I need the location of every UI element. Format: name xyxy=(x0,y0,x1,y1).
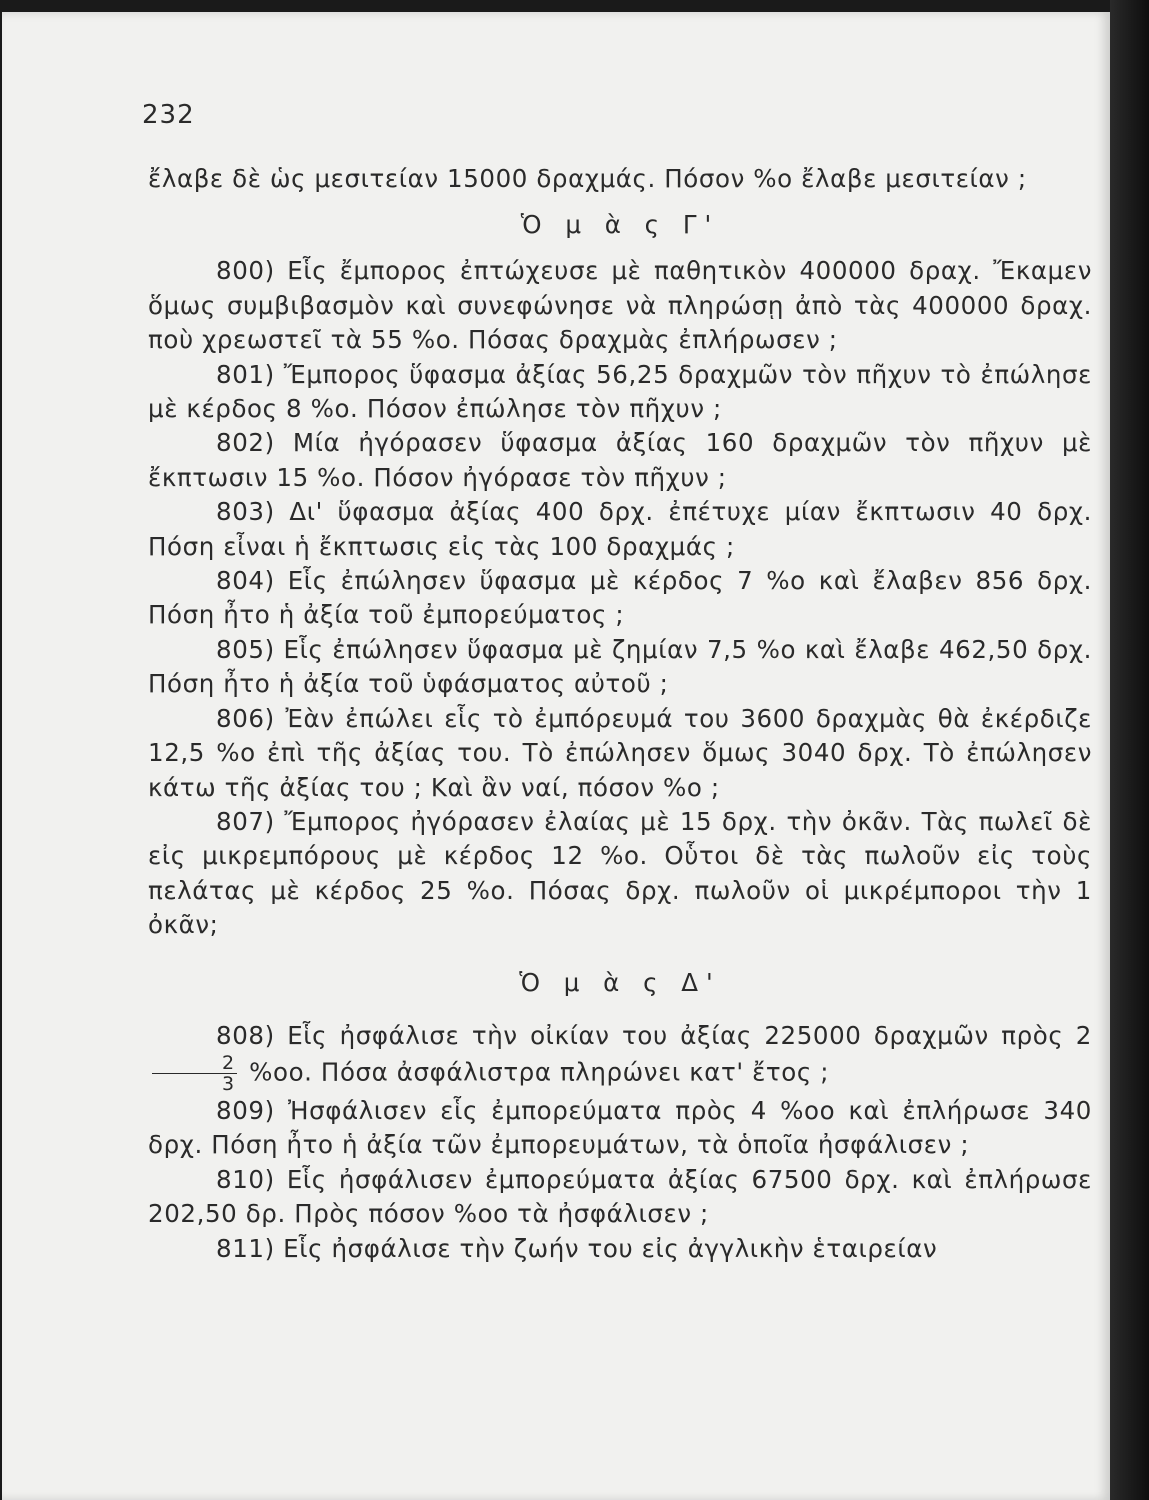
book-binding-edge xyxy=(1110,0,1149,1500)
problem-805: 805) Εἷς ἐπώλησεν ὕφασμα μὲ ζημίαν 7,5 %ο καὶ ἔλαβε 462,50 δρχ. Πόση ἦτο ἡ ἀξία τοῦ ὑφάσματος αὐτοῦ ; xyxy=(148,634,1092,699)
page-number: 232 xyxy=(142,100,195,130)
problem-801: 801) Ἔμπορος ὕφασμα ἀξίας 56,25 δραχμῶν τὸν πῆχυν τὸ ἐπώλησε μὲ κέρδος 8 %ο. Πόσον ἐπώλησε τὸν πῆχυν ; xyxy=(148,359,1092,424)
group-d-title: Ὁ μ ὰ ς Δ' xyxy=(519,967,721,997)
problem-803: 803) Δι' ὕφασμα ἀξίας 400 δρχ. ἐπέτυχε μίαν ἔκπτωσιν 40 δρχ. Πόση εἶναι ἡ ἔκπτωσις εἰς τὰς 100 δραχμάς ; xyxy=(148,497,1092,561)
fraction-numerator: 2 xyxy=(152,1053,237,1074)
fraction-denominator: 3 xyxy=(222,1072,235,1095)
problem-808-text: 808) Εἷς ἠσφάλισε τὴν οἰκίαν του ἀξίας 225000 δραχμῶν πρὸς 2 xyxy=(216,1020,1092,1050)
fraction xyxy=(152,1053,237,1094)
problem-810: 810) Εἷς ἠσφάλισεν ἐμπορεύματα ἀξίας 67500 δρχ. καὶ ἐπλήρωσε 202,50 δρ. Πρὸς πόσον %οο τὰ ἠσφάλισεν ; xyxy=(148,1164,1092,1229)
problem-809: 809) Ἠσφάλισεν εἷς ἐμπορεύματα πρὸς 4 %οο καὶ ἐπλήρωσε 340 δρχ. Πόση ἦτο ἡ ἀξία τῶν ἐμπορευμάτων, τὰ ὁποῖα ἠσφάλισεν ; xyxy=(148,1095,1092,1160)
intro-paragraph: ἔλαβε δὲ ὡς μεσιτείαν 15000 δραχμάς. Πόσον %ο ἔλαβε μεσιτείαν ; xyxy=(148,164,1027,193)
problem-802: 802) Μία ἠγόρασεν ὕφασμα ἀξίας 160 δραχμῶν τὸν πῆχυν μὲ ἔκπτωσιν 15 %ο. Πόσον ἠγόρασε τὸν πῆχυν ; xyxy=(148,428,1092,492)
problem-806: 806) Ἐὰν ἐπώλει εἷς τὸ ἐμπόρευμά του 3600 δραχμὰς θὰ ἐκέρδιζε 12,5 %ο ἐπὶ τῆς ἀξίας του. Τὸ ἐπώλησεν ὅμως 3040 δρχ. Τὸ ἐπώλησεν κάτω τῆς ἀξίας του ; Καὶ ἂν ναί, πόσον %ο ; xyxy=(148,703,1092,802)
problem-808-rest: %οο. Πόσα ἀσφάλιστρα πληρώνει κατ' ἔτος ; xyxy=(249,1057,830,1087)
problem-808 xyxy=(148,1019,1092,1094)
problem-807: 807) Ἔμπορος ἠγόρασεν ἐλαίας μὲ 15 δρχ. τὴν ὀκᾶν. Τὰς πωλεῖ δὲ εἰς μικρεμπόρους μὲ κέρδος 12 %ο. Οὗτοι δὲ τὰς πωλοῦν εἰς τοὺς πελάτας μὲ κέρδος 25 %ο. Πόσας δρχ. πωλοῦν οἱ μικρέμποροι τὴν 1 ὀκᾶν; xyxy=(148,806,1092,940)
problem-804: 804) Εἷς ἐπώλησεν ὕφασμα μὲ κέρδος 7 %ο καὶ ἔλαβεν 856 δρχ. Πόση ἦτο ἡ ἀξία τοῦ ἐμπορεύματος ; xyxy=(148,566,1092,630)
book-page xyxy=(2,12,1110,1500)
problem-800: 800) Εἷς ἔμπορος ἐπτώχευσε μὲ παθητικὸν 400000 δραχ. Ἔκαμεν ὅμως συμβιβασμὸν καὶ συνεφώνησε νὰ πληρώσῃ ἀπὸ τὰς 400000 δραχ. ποὺ χρεωστεῖ τὰ 55 %ο. Πόσας δραχμὰς ἐπλήρωσεν ; xyxy=(148,256,1092,355)
page-text xyxy=(148,162,1092,1266)
group-c-title: Ὁ μ ὰ ς Γ' xyxy=(520,210,720,240)
problem-811: 811) Εἷς ἠσφάλισε τὴν ζωήν του εἰς ἀγγλικὴν ἑταιρείαν xyxy=(216,1233,938,1263)
